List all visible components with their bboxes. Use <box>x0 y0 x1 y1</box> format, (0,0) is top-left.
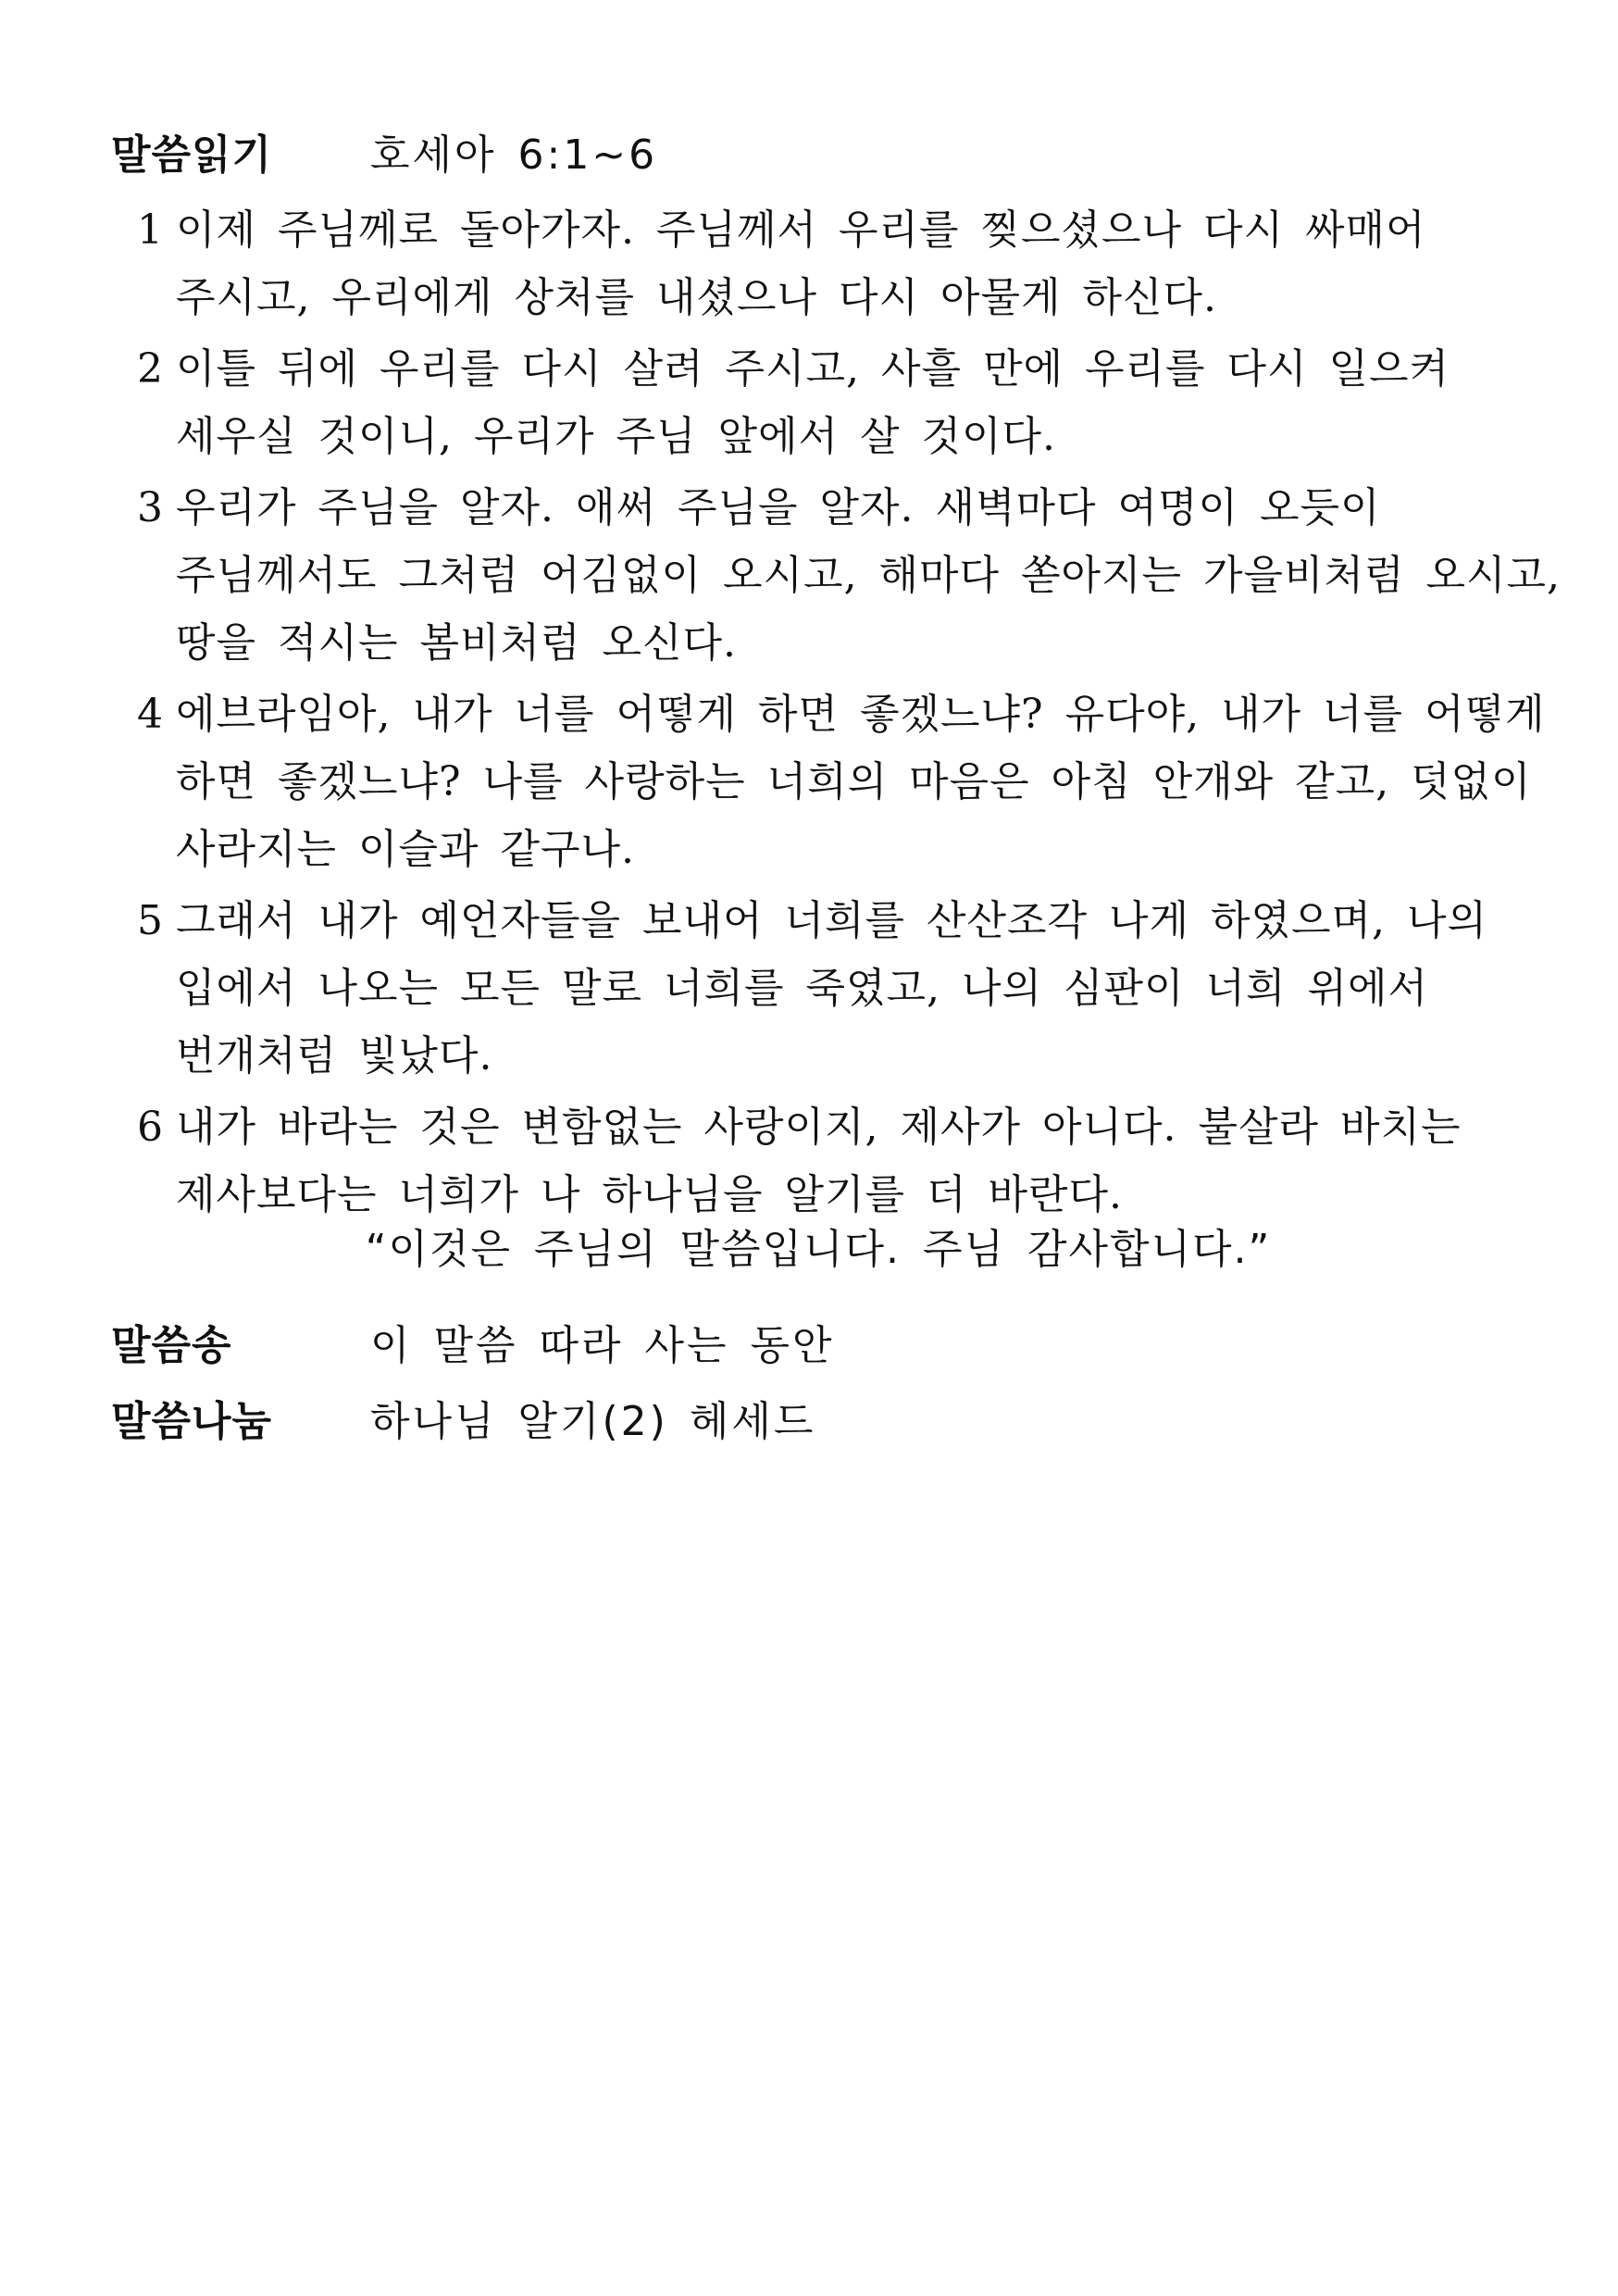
verse-text: 사라지는 이슬과 같구나. <box>176 826 635 873</box>
verse-text: 하면 좋겠느냐? 나를 사랑하는 너희의 마음은 아침 안개와 같고, 덧없이 <box>176 758 1532 805</box>
sharing-label: 말씀나눔 <box>111 1398 273 1445</box>
verse-text: 주시고, 우리에게 상처를 내셨으나 다시 아물게 하신다. <box>176 274 1217 321</box>
verse-text: 에브라임아, 내가 너를 어떻게 하면 좋겠느냐? 유다야, 내가 너를 어떻게 <box>176 691 1546 738</box>
reading-label: 말씀읽기 <box>111 131 273 179</box>
verse-text: 세우실 것이니, 우리가 주님 앞에서 살 것이다. <box>176 413 1056 460</box>
verse-text: 이틀 뒤에 우리를 다시 살려 주시고, 사흘 만에 우리를 다시 일으켜 <box>176 345 1450 393</box>
verse-number: 2 <box>137 345 164 393</box>
song-heading <box>111 1318 834 1374</box>
sharing-title: 하나님 알기(2) 헤세드 <box>370 1398 816 1445</box>
closing-response: “이것은 주님의 말씀입니다. 주님 감사합니다.” <box>365 1226 1272 1273</box>
verse-4 <box>137 680 1546 883</box>
reading-heading <box>111 128 657 183</box>
verse-2 <box>137 335 1525 470</box>
verse-text: 이제 주님께로 돌아가자. 주님께서 우리를 찢으셨으나 다시 싸매어 <box>176 206 1426 254</box>
sharing-heading <box>111 1394 815 1450</box>
verse-1 <box>137 196 1525 331</box>
verse-text: 번개처럼 빛났다. <box>176 1032 493 1079</box>
verse-text: 그래서 내가 예언자들을 보내어 너희를 산산조각 나게 하였으며, 나의 <box>176 897 1487 944</box>
verse-6 <box>137 1093 1525 1229</box>
verse-text: 땅을 적시는 봄비처럼 오신다. <box>176 619 737 667</box>
scripture-passage <box>137 196 1561 1232</box>
verse-text: 입에서 나오는 모든 말로 너희를 죽였고, 나의 심판이 너희 위에서 <box>176 965 1428 1012</box>
verse-number: 1 <box>137 206 164 254</box>
song-label: 말씀송 <box>111 1322 232 1369</box>
verse-5 <box>137 887 1525 1090</box>
verse-3 <box>137 474 1561 677</box>
verse-number: 4 <box>137 691 164 738</box>
verse-text: 주님께서도 그처럼 어김없이 오시고, 해마다 쏟아지는 가을비처럼 오시고, <box>176 552 1561 599</box>
reading-reference: 호세아 6:1~6 <box>370 131 658 179</box>
verse-number: 5 <box>137 897 164 944</box>
verse-text: 우리가 주님을 알자. 애써 주님을 알자. 새벽마다 여명이 오듯이 <box>176 484 1381 531</box>
verse-number: 3 <box>137 484 164 531</box>
verse-text: 제사보다는 너희가 나 하나님을 알기를 더 바란다. <box>176 1171 1123 1218</box>
verse-text: 내가 바라는 것은 변함없는 사랑이지, 제사가 아니다. 불살라 바치는 <box>176 1104 1462 1151</box>
verse-number: 6 <box>137 1104 164 1151</box>
song-title: 이 말씀 따라 사는 동안 <box>370 1322 835 1369</box>
